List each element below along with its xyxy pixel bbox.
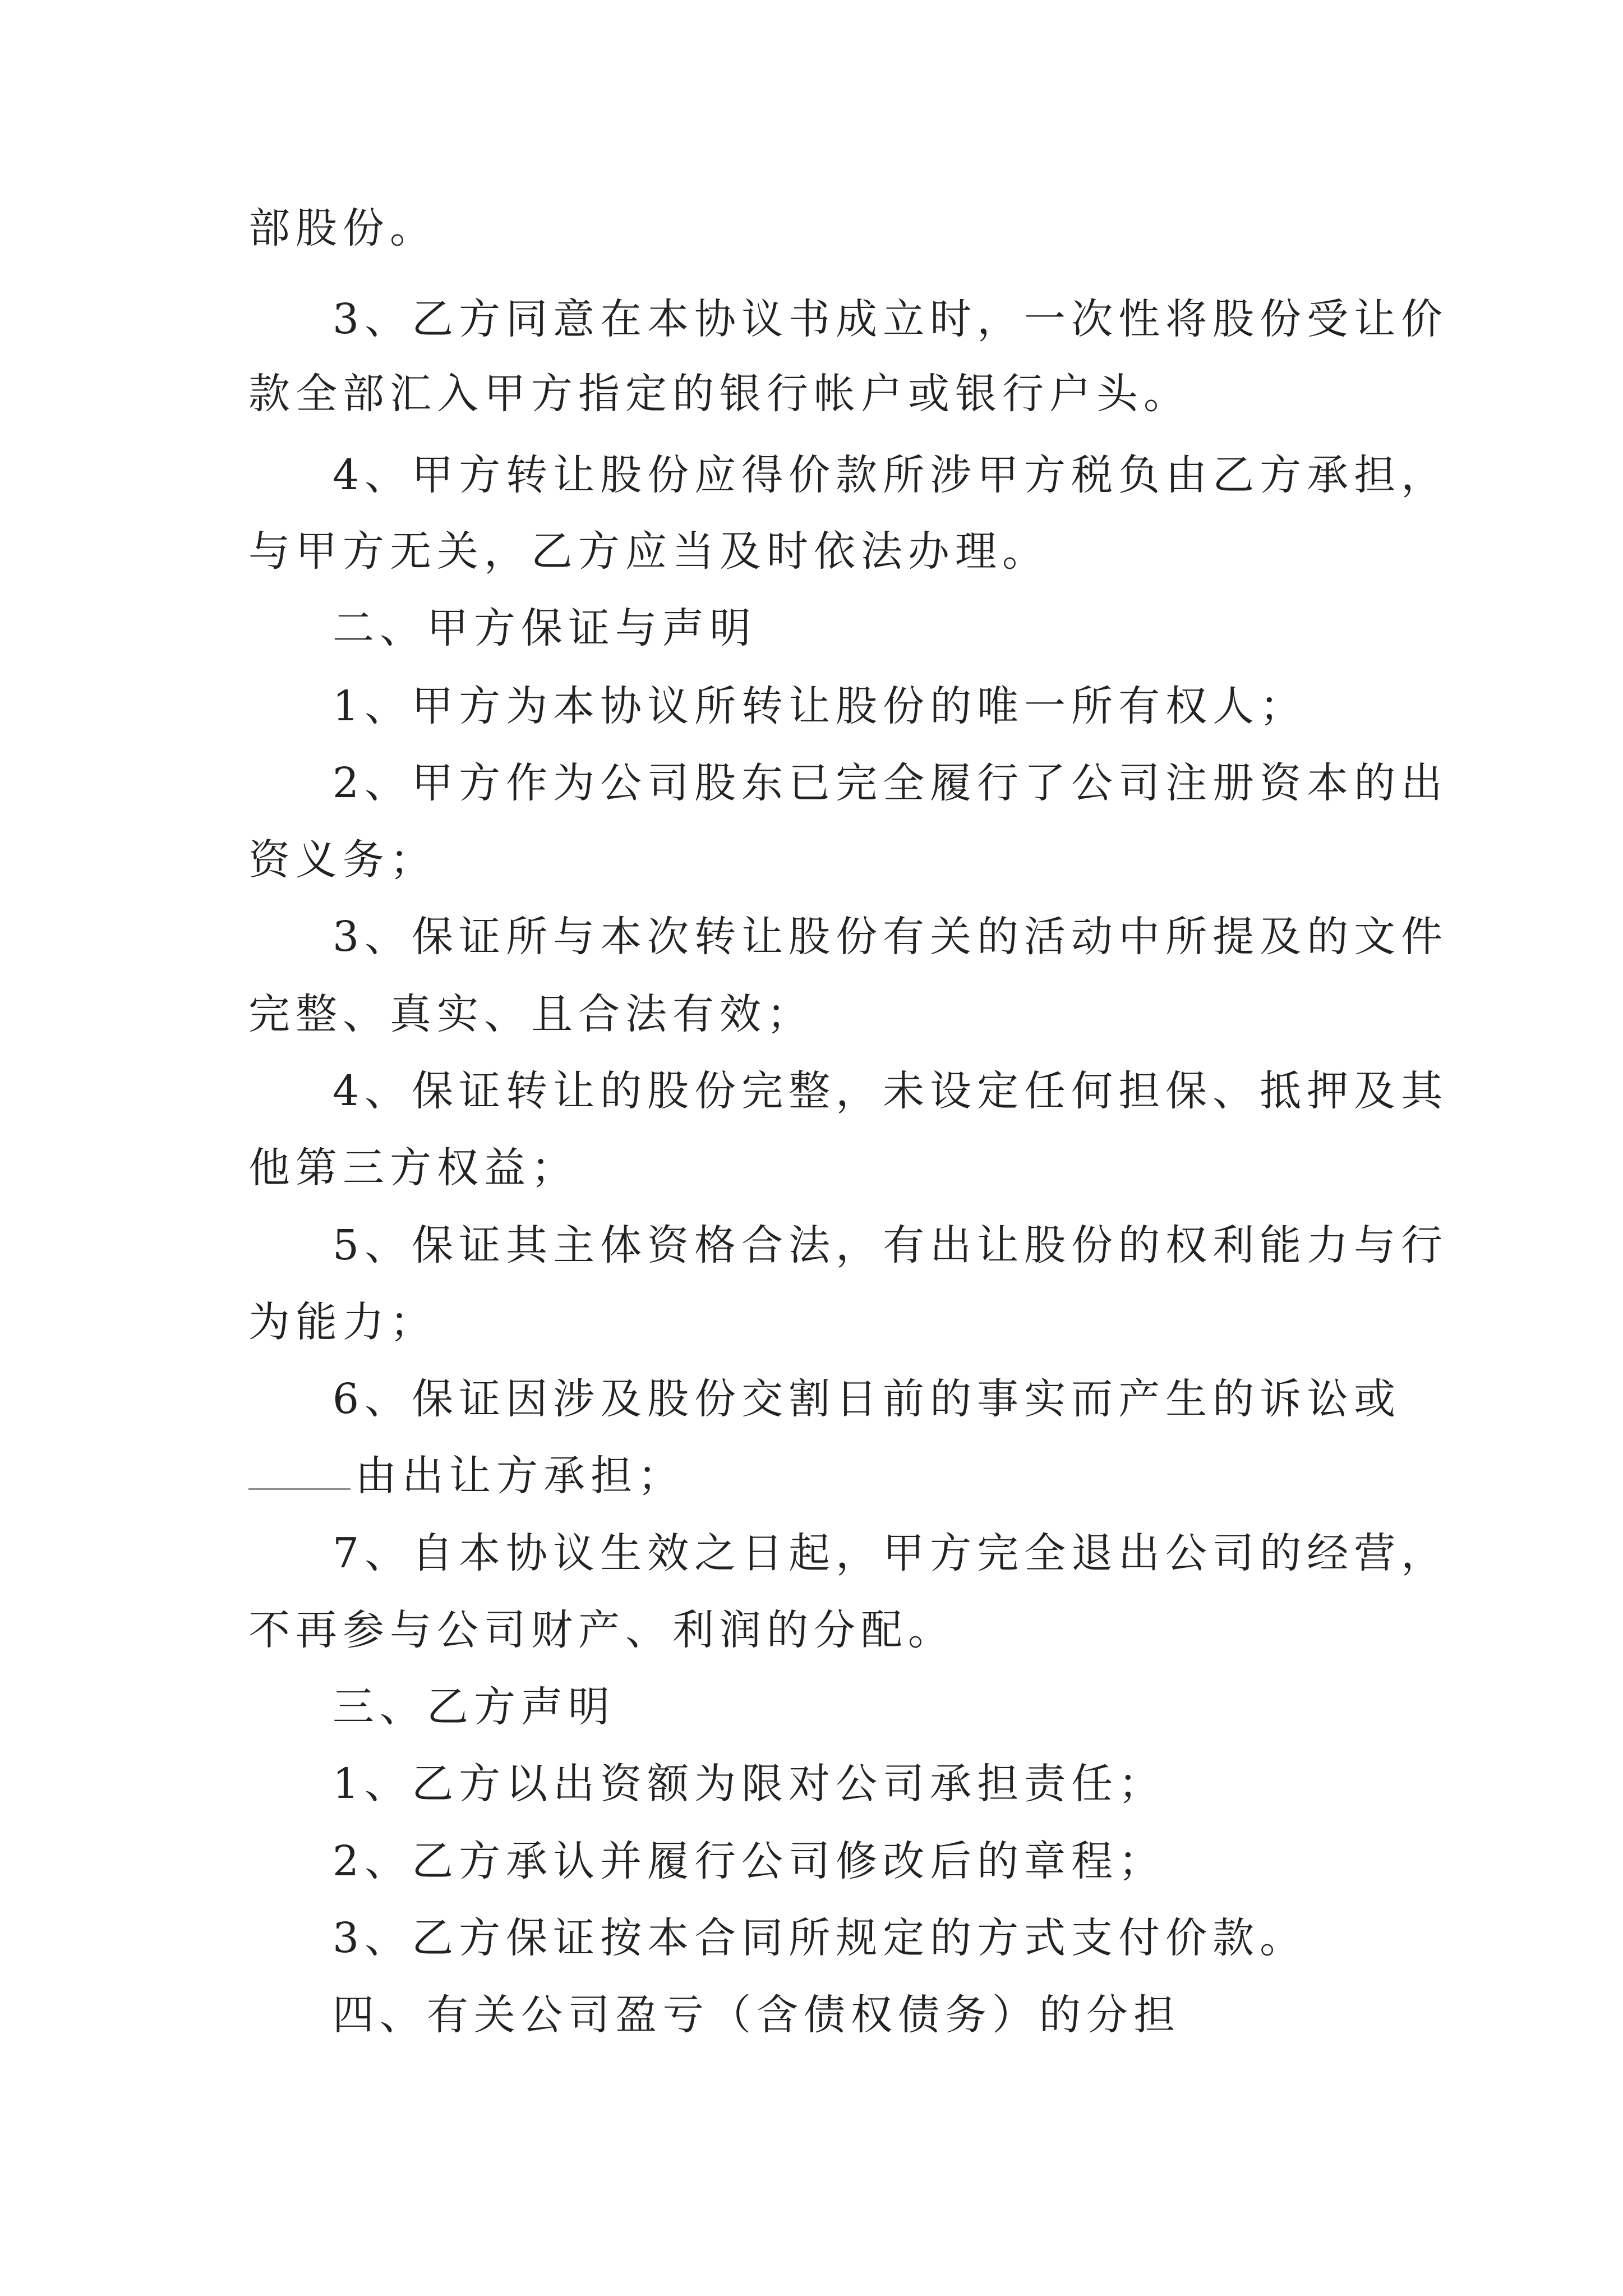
clause-2-1: 1、甲方为本协议所转让股份的唯一所有权人； [333,682,1307,730]
clause-2-3: 3、保证所与本次转让股份有关的活动中所提及的文件 [333,913,1449,961]
clause-3-2: 2、乙方承认并履行公司修改后的章程； [333,1837,1166,1885]
clause-2-3-cont: 完整、真实、且合法有效； [248,990,814,1038]
fill-in-blank [248,1455,351,1490]
clause-2-6: 6、保证因涉及股份交割日前的事实而产生的诉讼或 [333,1375,1401,1423]
section-heading-3: 三、乙方声明 [333,1683,615,1731]
clause-2-4: 4、保证转让的股份完整，未设定任何担保、抵押及其 [333,1067,1449,1115]
clause-2-7-cont: 不再参与公司财产、利润的分配。 [248,1606,955,1654]
clause-2-5-cont: 为能力； [248,1298,437,1346]
clause-2-2: 2、甲方作为公司股东已完全履行了公司注册资本的出 [333,759,1449,807]
clause-2-6-cont-text: 由出让方承担； [355,1452,685,1500]
clause-3-1: 1、乙方以出资额为限对公司承担责任； [333,1760,1166,1808]
line-continuation: 部股份。 [248,204,437,252]
clause-1-4-cont: 与甲方无关，乙方应当及时依法办理。 [248,527,1049,576]
section-heading-2: 二、甲方保证与声明 [333,604,757,652]
clause-2-2-cont: 资义务； [248,836,437,884]
clause-2-5: 5、保证其主体资格合法，有出让股份的权利能力与行 [333,1221,1449,1269]
clause-2-4-cont: 他第三方权益； [248,1144,578,1192]
clause-1-3: 3、乙方同意在本协议书成立时，一次性将股份受让价 [333,295,1449,343]
clause-3-3: 3、乙方保证按本合同所规定的方式支付价款。 [333,1914,1307,1962]
clause-1-4: 4、甲方转让股份应得价款所涉甲方税负由乙方承担， [333,451,1449,499]
clause-2-6-cont [248,1450,685,1502]
clause-1-3-cont: 款全部汇入甲方指定的银行帐户或银行户头。 [248,370,1191,418]
clause-2-7: 7、自本协议生效之日起，甲方完全退出公司的经营， [333,1529,1449,1577]
section-heading-4: 四、有关公司盈亏（含债权债务）的分担 [333,1991,1181,2039]
